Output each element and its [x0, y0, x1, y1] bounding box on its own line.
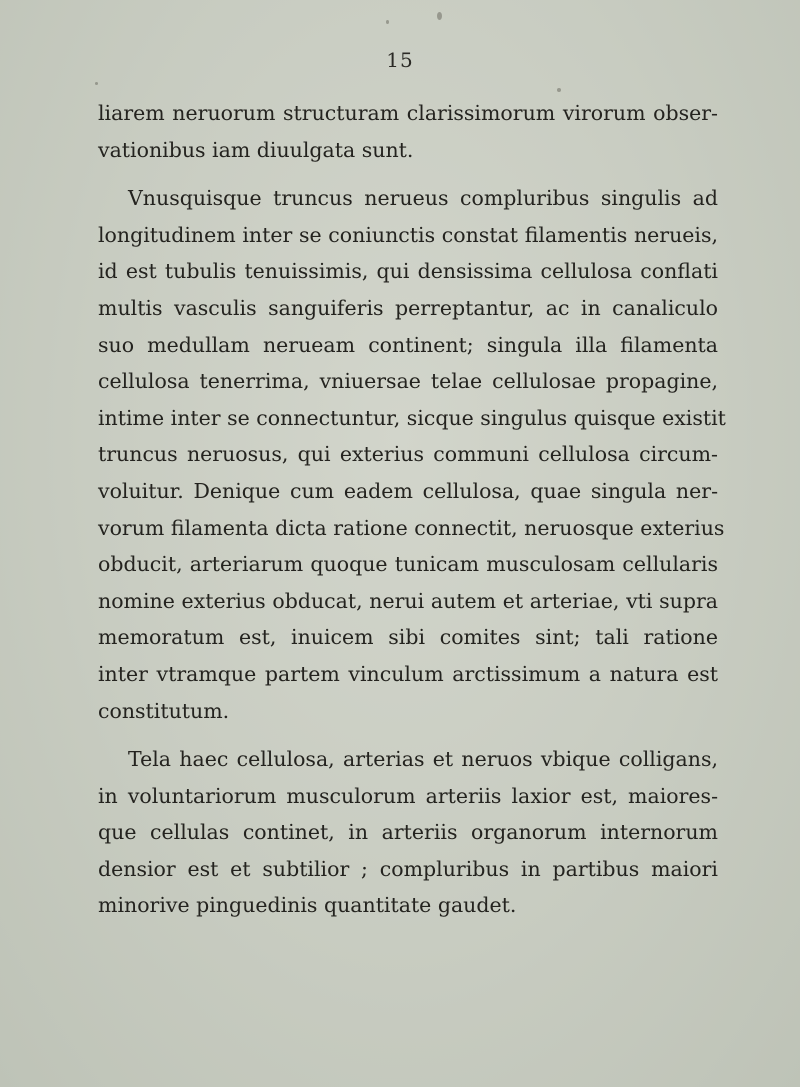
- ink-speck: [386, 20, 389, 24]
- text-line: constitutum.: [98, 698, 230, 723]
- text-line: densior est et subtilior ; compluribus in partibus maiori: [98, 856, 718, 881]
- ink-speck: [557, 88, 561, 92]
- text-line: in voluntariorum musculorum arteriis laxior est, maiores-: [98, 783, 718, 808]
- text-line: vorum filamenta dicta ratione connectit, neruosque exterius: [98, 515, 725, 540]
- ink-speck: [437, 12, 442, 20]
- text-line: intime inter se connectuntur, sicque singulus quisque existit: [98, 405, 726, 430]
- text-line: Vnusquisque truncus nerueus compluribus singulis ad: [128, 186, 718, 211]
- text-line: nomine exterius obducat, nerui autem et arteriae, vti supra: [98, 588, 718, 613]
- text-line: obducit, arteriarum quoque tunicam musculosam cellularis: [98, 552, 718, 577]
- text-line: memoratum est, inuicem sibi comites sint; tali ratione: [98, 625, 718, 650]
- text-line: voluitur. Denique cum eadem cellulosa, quae singula ner-: [98, 478, 718, 503]
- text-line: vationibus iam diuulgata sunt.: [98, 137, 414, 162]
- text-line: id est tubulis tenuissimis, qui densissima cellulosa conflati: [98, 259, 718, 284]
- page-number: 15: [386, 48, 414, 72]
- text-line: multis vasculis sanguiferis perreptantur, ac in canaliculo: [98, 295, 718, 320]
- text-line: minorive pinguedinis quantitate gaudet.: [98, 893, 517, 918]
- text-line: suo medullam nerueam continent; singula illa filamenta: [98, 332, 718, 357]
- text-line: cellulosa tenerrima, vniuersae telae cellulosae propagine,: [98, 369, 718, 394]
- text-line: inter vtramque partem vinculum arctissimum a natura est: [98, 661, 718, 686]
- body-text: [98, 95, 726, 924]
- ink-speck: [95, 82, 98, 85]
- text-line: que cellulas continet, in arteriis organorum internorum: [98, 820, 718, 845]
- text-line: Tela haec cellulosa, arterias et neruos vbique colligans,: [128, 747, 718, 772]
- text-line: longitudinem inter se coniunctis constat filamentis nerueis,: [98, 222, 718, 247]
- text-line: truncus neruosus, qui exterius communi cellulosa circum-: [98, 442, 718, 467]
- text-line: liarem neruorum structuram clarissimorum virorum obser-: [98, 101, 718, 125]
